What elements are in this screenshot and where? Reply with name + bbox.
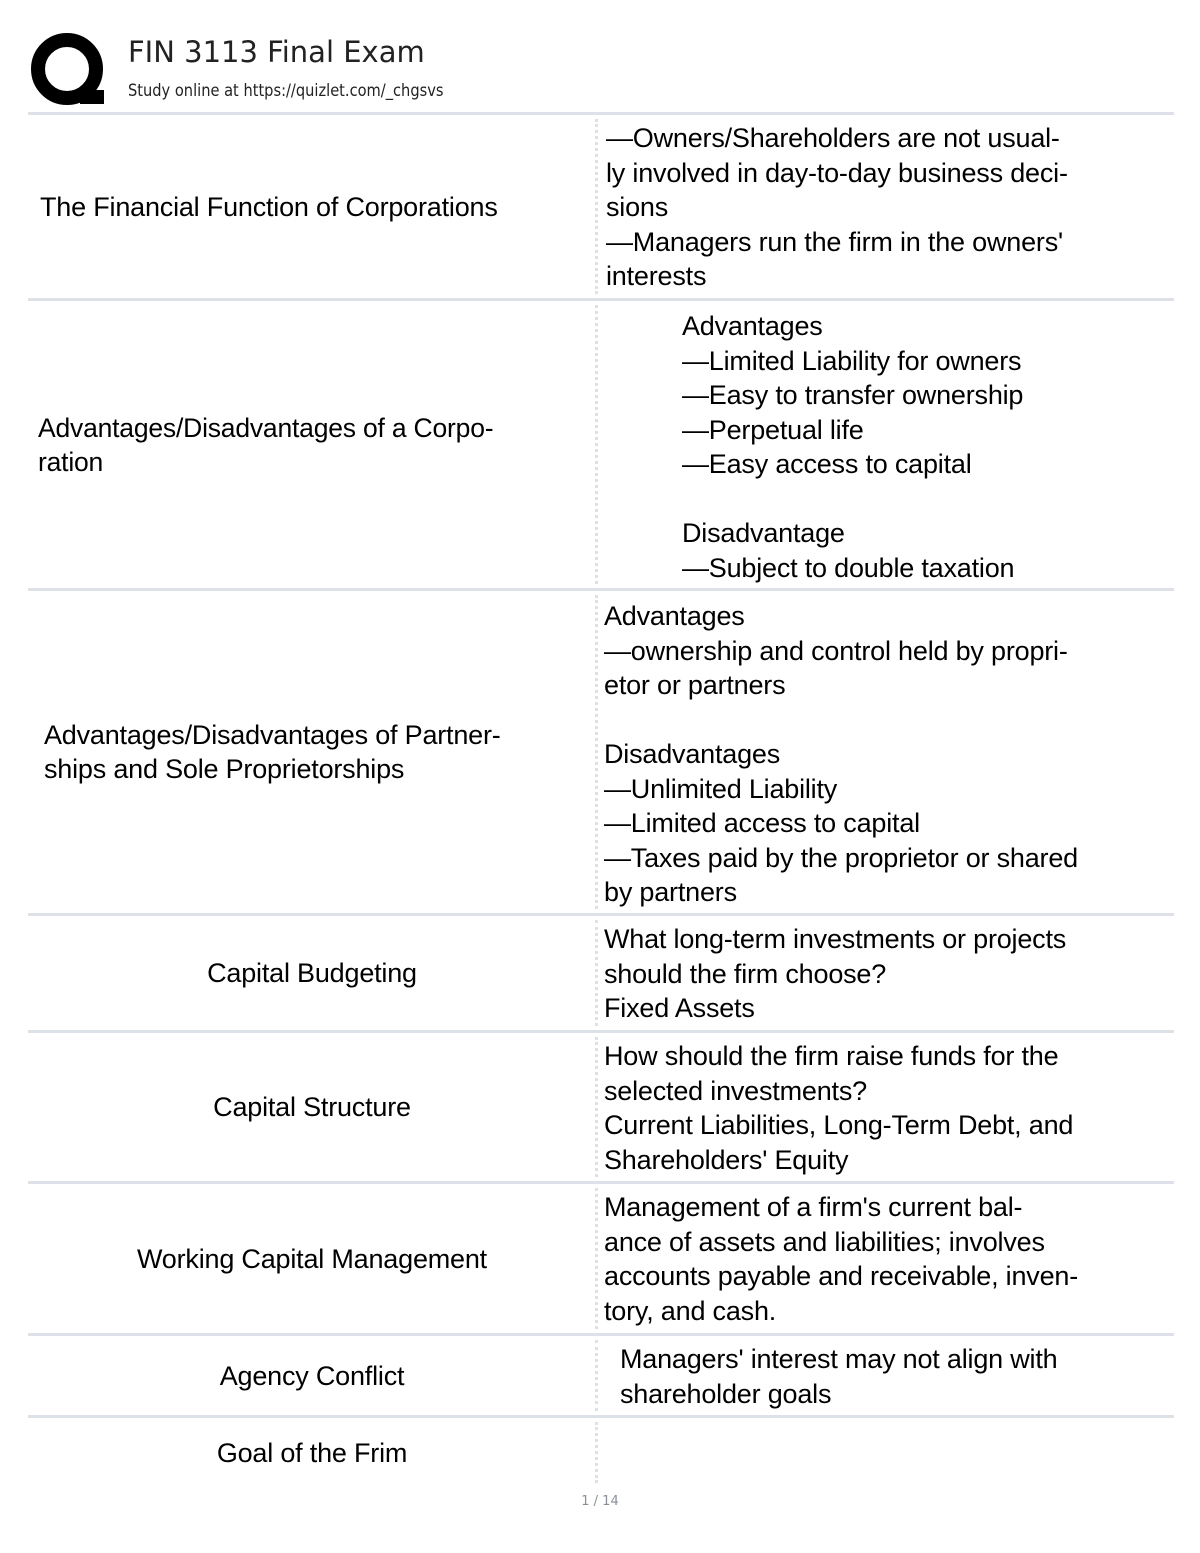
term-cell: [28, 115, 596, 298]
flashcard-row: [28, 1030, 1174, 1181]
term-text: Agency Conflict: [219, 1360, 405, 1391]
study-online-link-text: Study online at https://quizlet.com/_chgsvs: [128, 81, 444, 101]
term-cell: [28, 301, 596, 588]
definition-text: Advantages —Limited Liability for owners —Easy to transfer ownership —Perpetual life —Easy access to capital Disadvantage —Subject to double taxation: [682, 311, 1024, 583]
definition-text: —Owners/Shareholders are not usual- ly involved in day-to-day business deci- sions —Managers run the firm in the owners' interests: [606, 123, 1068, 291]
flashcard-row: [28, 1181, 1174, 1333]
column-divider: [595, 595, 598, 909]
definition-text: How should the firm raise funds for the selected investments? Current Liabilities, Long-Term Debt, and Shareholders' Equity: [604, 1041, 1074, 1175]
term-cell: [28, 1418, 596, 1487]
term-cell: [28, 916, 596, 1030]
definition-text: Management of a firm's current bal- ance of assets and liabilities; involves accounts payable and receivable, inven- tory, and cash.: [604, 1192, 1079, 1326]
column-divider: [595, 1037, 598, 1177]
term-text: Capital Structure: [213, 1092, 411, 1122]
term-text: Working Capital Management: [137, 1243, 487, 1274]
document-header: [28, 30, 1178, 110]
term-cell: [28, 1184, 596, 1333]
column-divider: [595, 1188, 598, 1329]
column-divider: [595, 1340, 598, 1411]
flashcard-row: [28, 298, 1174, 588]
flashcard-row: [28, 1415, 1174, 1487]
term-cell: [28, 591, 596, 913]
flashcard-row: [28, 588, 1174, 913]
flashcard-row: [28, 913, 1174, 1030]
definition-text: What long-term investments or projects should the firm choose? Fixed Assets: [604, 924, 1067, 1023]
flashcard-row: [28, 112, 1174, 298]
term-text: Advantages/Disadvantages of a Corpo- ration: [38, 412, 494, 477]
definition-text: Advantages —ownership and control held by propri- etor or partners Disadvantages —Unlimited Liability —Limited access to capital —Taxes paid by the proprietor or shared by partners: [604, 601, 1078, 907]
term-cell: [28, 1033, 596, 1181]
column-divider: [595, 119, 598, 294]
quizlet-q-logo-icon: [30, 32, 106, 108]
term-text: Goal of the Frim: [216, 1437, 408, 1468]
document-title: FIN 3113 Final Exam: [128, 35, 425, 69]
column-divider: [595, 1422, 598, 1483]
column-divider: [595, 920, 598, 1026]
term-text: The Financial Function of Corporations: [40, 191, 498, 222]
definition-text: Managers' interest may not align with shareholder goals: [620, 1344, 1058, 1409]
flashcard-row: [28, 1333, 1174, 1415]
page-number: 1 / 14: [581, 1494, 619, 1509]
term-text: Capital Budgeting: [207, 958, 417, 988]
column-divider: [595, 305, 598, 584]
term-cell: [28, 1336, 596, 1415]
term-text: Advantages/Disadvantages of Partner- ships and Sole Proprietorships: [44, 720, 501, 784]
